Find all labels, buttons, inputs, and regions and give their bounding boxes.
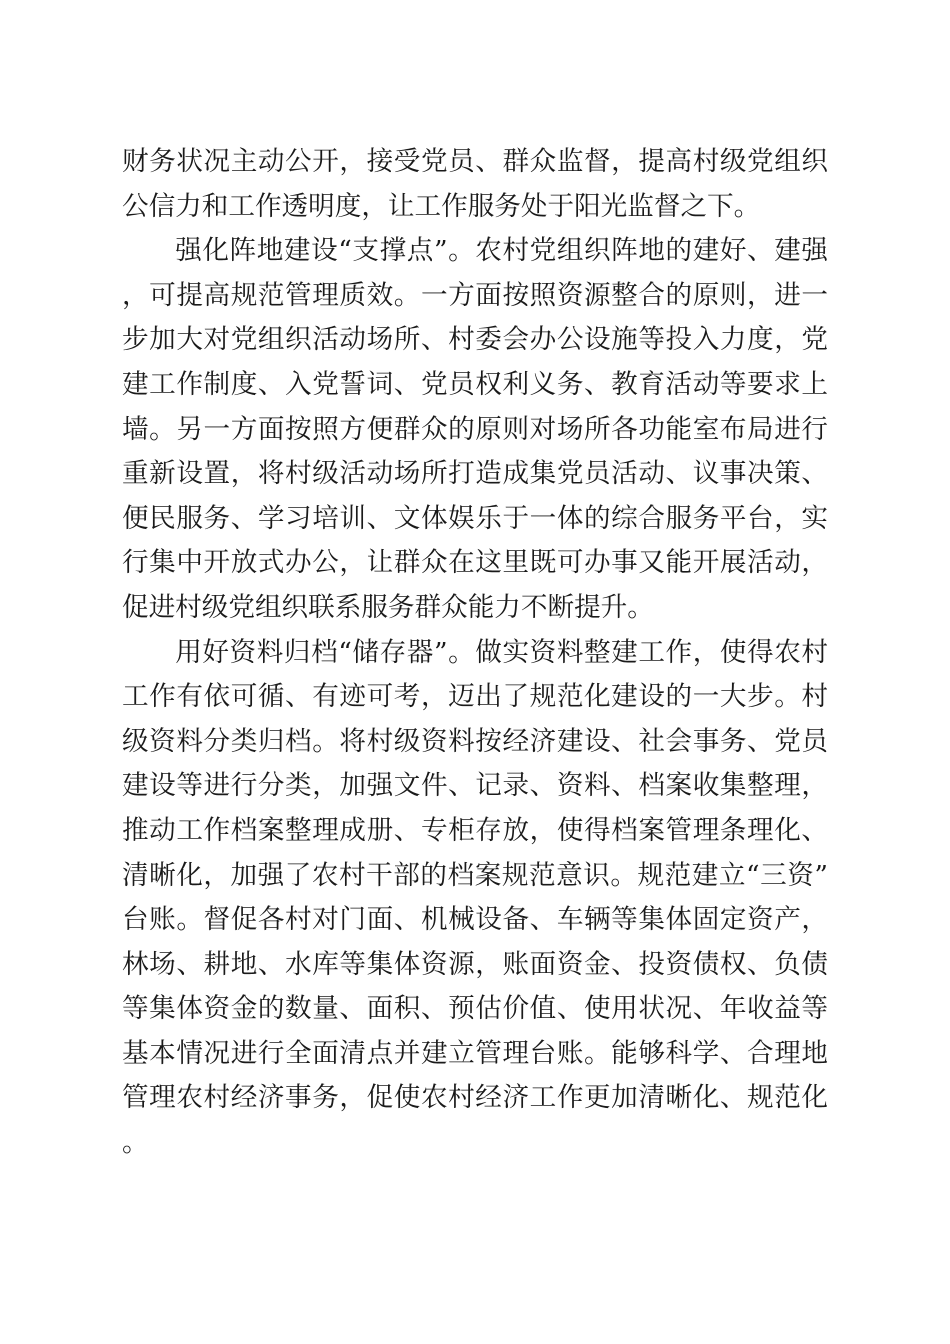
document-body bbox=[122, 140, 828, 1166]
paragraph-position-building: 强化阵地建设“支撑点”。农村党组织阵地的建好、建强，可提高规范管理质效。一方面按照资源整合的原则，进一步加大对党组织活动场所、村委会办公设施等投入力度，党建工作制度、入党誓词、党员权利义务、教育活动等要求上墙。另一方面按照方便群众的原则对场所各功能室布局进行重新设置，将村级活动场所打造成集党员活动、议事决策、便民服务、学习培训、文体娱乐于一体的综合服务平台，实行集中开放式办公，让群众在这里既可办事又能开展活动，促进村级党组织联系服务群众能力不断提升。 bbox=[122, 235, 828, 623]
paragraph-archive-management: 用好资料归档“储存器”。做实资料整建工作，使得农村工作有依可循、有迹可考，迈出了规范化建设的一大步。村级资料分类归档。将村级资料按经济建设、社会事务、党员建设等进行分类，加强文件、记录、资料、档案收集整理，推动工作档案整理成册、专柜存放，使得档案管理条理化、清晰化，加强了农村干部的档案规范意识。规范建立“三资”台账。督促各村对门面、机械设备、车辆等集体固定资产，林场、耕地、水库等集体资源，账面资金、投资债权、负债等集体资金的数量、面积、预估价值、使用状况、年收益等基本情况进行全面清点并建立管理台账。能够科学、合理地管理农村经济事务，促使农村经济工作更加清晰化、规范化。 bbox=[122, 636, 828, 1159]
paragraph-continuation: 财务状况主动公开，接受党员、群众监督，提高村级党组织公信力和工作透明度，让工作服务处于阳光监督之下。 bbox=[122, 146, 828, 222]
